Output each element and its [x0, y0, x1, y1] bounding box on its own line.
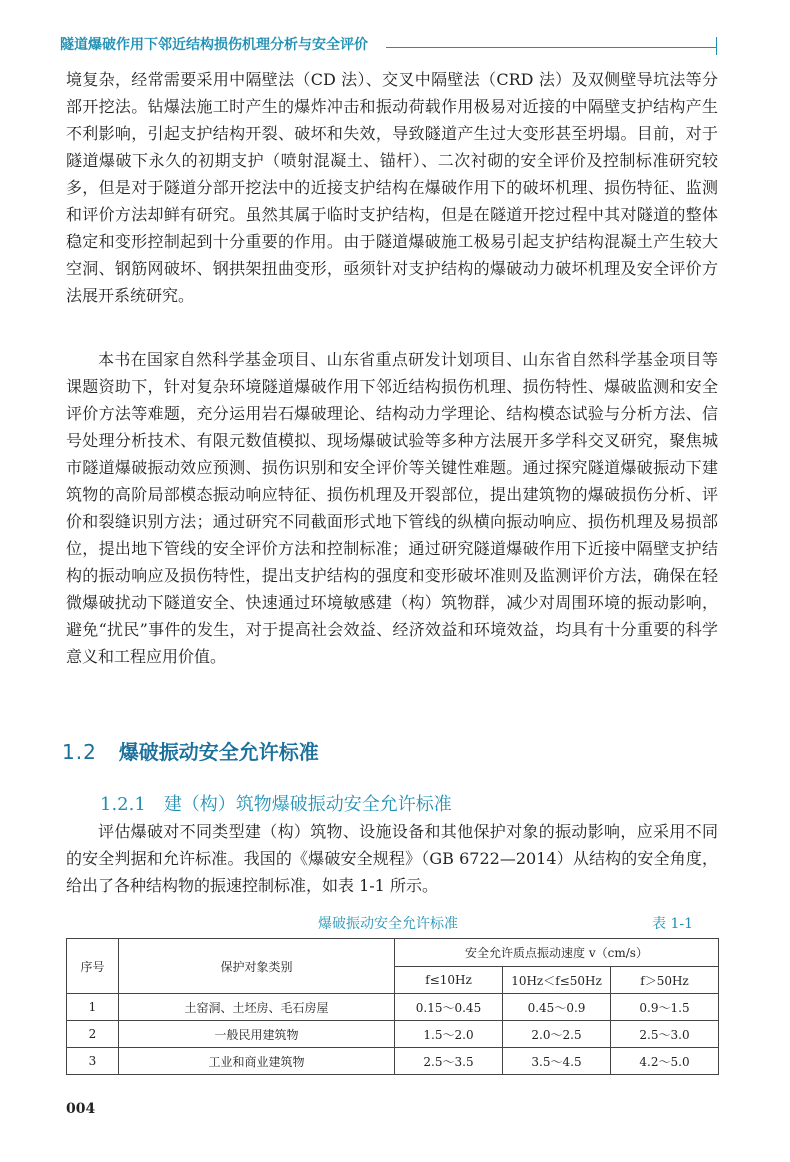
section-heading: [62, 736, 319, 765]
paragraph-3: 评估爆破对不同类型建（构）筑物、设施设备和其他保护对象的振动影响，应采用不同的安全判据和允许标准。我国的《爆破安全规程》（GB 6722—2014）从结构的安全角度，给出了各种结构物的振速控制标准，如表 1-1 所示。: [66, 822, 718, 895]
section-number: 1.2: [62, 740, 97, 764]
row-v-mid: 0.45～0.9: [503, 994, 611, 1021]
row-v-low: 0.15～0.45: [395, 994, 503, 1021]
vibration-standard-table: [66, 938, 719, 1075]
header-freq-low: f≤10Hz: [395, 967, 503, 994]
row-v-mid: 2.0～2.5: [503, 1021, 611, 1048]
row-category: 工业和商业建筑物: [119, 1048, 395, 1075]
header-velocity-group: 安全允许质点振动速度 v（cm/s）: [395, 939, 719, 967]
row-seq: 1: [67, 994, 119, 1021]
table-row: [67, 994, 719, 1021]
header-freq-high: f＞50Hz: [611, 967, 719, 994]
header-seq: 序号: [67, 939, 119, 994]
running-head-title: 隧道爆破作用下邻近结构损伤机理分析与安全评价: [60, 37, 368, 53]
row-seq: 3: [67, 1048, 119, 1075]
table-caption: 爆破振动安全允许标准: [318, 916, 458, 932]
subsection-heading: [100, 790, 452, 816]
table-number: 表 1-1: [652, 916, 693, 932]
table-row: [67, 1021, 719, 1048]
table-row: [67, 1048, 719, 1075]
row-v-high: 0.9～1.5: [611, 994, 719, 1021]
paragraph-1: 境复杂，经常需要采用中隔壁法（CD 法）、交叉中隔壁法（CRD 法）及双侧壁导坑法等分部开挖法。钻爆法施工时产生的爆炸冲击和振动荷载作用极易对近接的中隔壁支护结构产生不利影响，引起支护结构开裂、破坏和失效，导致隧道产生过大变形甚至坍塌。目前，对于隧道爆破下永久的初期支护（喷射混凝土、锚杆）、二次衬砌的安全评价及控制标准研究较多，但是对于隧道分部开挖法中的近接支护结构在爆破作用下的破坏机理、损伤特征、监测和评价方法却鲜有研究。虽然其属于临时支护结构，但是在隧道开挖过程中其对隧道的整体稳定和变形控制起到十分重要的作用。由于隧道爆破施工极易引起支护结构混凝土产生较大空洞、钢筋网破坏、钢拱架扭曲变形，亟须针对支护结构的爆破动力破坏机理及安全评价方法展开系统研究。: [66, 70, 718, 305]
subsection-title-text: 建（构）筑物爆破振动安全允许标准: [163, 794, 452, 815]
row-seq: 2: [67, 1021, 119, 1048]
row-v-high: 2.5～3.0: [611, 1021, 719, 1048]
row-v-mid: 3.5～4.5: [503, 1048, 611, 1075]
page-number: 004: [66, 1101, 96, 1117]
row-category: 一般民用建筑物: [119, 1021, 395, 1048]
subsection-number: 1.2.1: [100, 794, 146, 815]
row-v-low: 1.5～2.0: [395, 1021, 503, 1048]
row-v-low: 2.5～3.5: [395, 1048, 503, 1075]
running-head-rule: [386, 47, 716, 48]
row-category: 土窑洞、土坯房、毛石房屋: [119, 994, 395, 1021]
header-freq-mid: 10Hz＜f≤50Hz: [503, 967, 611, 994]
row-v-high: 4.2～5.0: [611, 1048, 719, 1075]
paragraph-2: 本书在国家自然科学基金项目、山东省重点研发计划项目、山东省自然科学基金项目等课题资助下，针对复杂环境隧道爆破作用下邻近结构损伤机理、损伤特性、爆破监测和安全评价方法等难题，充分运用岩石爆破理论、结构动力学理论、结构模态试验与分析方法、信号处理分析技术、有限元数值模拟、现场爆破试验等多种方法展开多学科交叉研究，聚焦城市隧道爆破振动效应预测、损伤识别和安全评价等关键性难题。通过探究隧道爆破振动下建筑物的高阶局部模态振动响应特征、损伤机理及开裂部位，提出建筑物的爆破损伤分析、评价和裂缝识别方法；通过研究不同截面形式地下管线的纵横向振动响应、损伤机理及易损部位，提出地下管线的安全评价方法和控制标准；通过研究隧道爆破作用下近接中隔壁支护结构的振动响应及损伤特性，提出支护结构的强度和变形破坏准则及监测评价方法，确保在轻微爆破扰动下隧道安全、快速通过环境敏感建（构）筑物群，减少对周围环境的振动影响，避免“扰民”事件的发生，对于提高社会效益、经济效益和环境效益，均具有十分重要的科学意义和工程应用价值。: [66, 350, 718, 666]
running-head-tick: [716, 37, 717, 55]
header-category: 保护对象类别: [119, 939, 395, 994]
section-title-text: 爆破振动安全允许标准: [118, 740, 319, 764]
